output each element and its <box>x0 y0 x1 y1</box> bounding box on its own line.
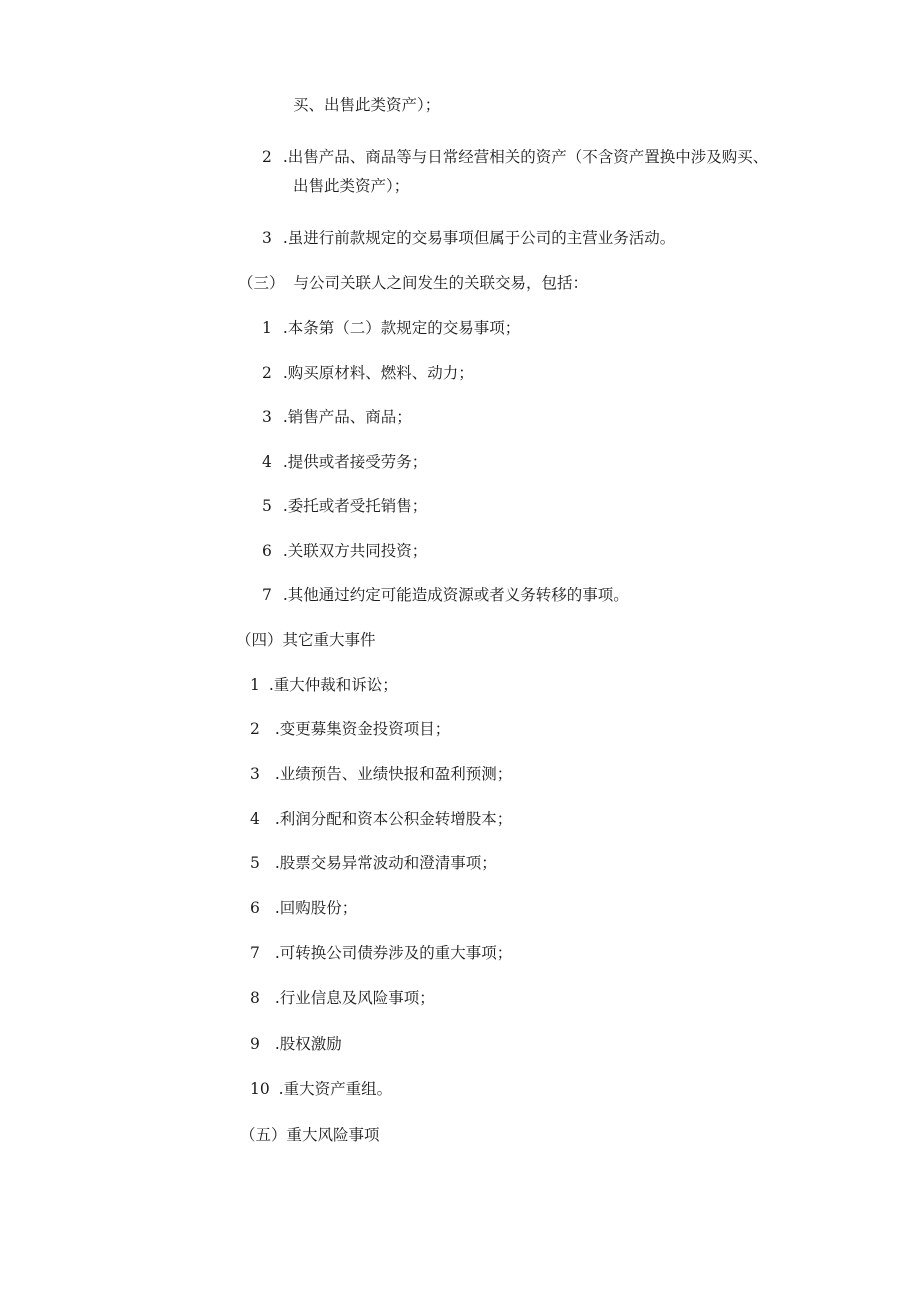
item-number: 9 <box>250 1035 260 1053</box>
item-text: .出售产品、商品等与日常经营相关的资产（不含资产置换中涉及购买、 <box>282 148 769 166</box>
item-number: 7 <box>250 944 260 962</box>
list-item <box>250 808 512 830</box>
list-item <box>262 317 520 339</box>
list-item <box>250 674 398 696</box>
list-item <box>250 718 450 740</box>
item-text: .提供或者接受劳务； <box>282 453 428 471</box>
item-text: .业绩预告、业绩快报和盈利预测； <box>274 765 513 783</box>
item-number: 1 <box>250 676 260 694</box>
item-number: 6 <box>262 542 272 560</box>
list-item <box>250 987 435 1009</box>
item-text: .股票交易异常波动和澄清事项； <box>274 854 497 872</box>
item-number: 1 <box>262 319 272 337</box>
item-text: .虽进行前款规定的交易事项但属于公司的主营业务活动。 <box>282 229 676 247</box>
section-heading <box>238 272 588 294</box>
item-number: 8 <box>250 989 260 1007</box>
item-text: .重大仲裁和诉讼； <box>268 676 398 694</box>
item-number: 2 <box>250 720 260 738</box>
list-item <box>262 451 427 473</box>
list-item <box>250 1078 392 1100</box>
list-item <box>250 763 512 785</box>
continuation-line: 买、出售此类资产）； <box>293 96 441 114</box>
item-text: .其他通过约定可能造成资源或者义务转移的事项。 <box>282 586 629 604</box>
item-text: .变更募集资金投资项目； <box>274 720 451 738</box>
section-number: （三） <box>238 274 285 292</box>
item-text: .购买原材料、燃料、动力； <box>282 364 474 382</box>
item-text: .行业信息及风险事项； <box>274 989 435 1007</box>
list-item <box>262 406 412 428</box>
item-number: 4 <box>250 810 260 828</box>
item-number: 2 <box>262 148 272 166</box>
section-title: 与公司关联人之间发生的关联交易，包括： <box>293 274 588 292</box>
item-text: .重大资产重组。 <box>278 1080 393 1098</box>
section-heading: （四）其它重大事件 <box>236 631 376 649</box>
item-text: .本条第（二）款规定的交易事项； <box>282 319 521 337</box>
item-text: .利润分配和资本公积金转增股本； <box>274 810 513 828</box>
item-number: 4 <box>262 453 272 471</box>
list-item <box>262 540 427 562</box>
list-item <box>250 942 512 964</box>
item-text: .回购股份； <box>274 899 358 917</box>
item-number: 6 <box>250 899 260 917</box>
list-item <box>262 227 675 249</box>
item-number: 2 <box>262 364 272 382</box>
list-item <box>262 584 629 606</box>
item-number: 5 <box>262 497 272 515</box>
list-item <box>262 146 768 168</box>
list-item <box>262 362 474 384</box>
item-number: 3 <box>250 765 260 783</box>
item-text: .关联双方共同投资； <box>282 542 428 560</box>
item-text: .委托或者受托销售； <box>282 497 428 515</box>
item-text: .销售产品、商品； <box>282 408 412 426</box>
item-text: .可转换公司债券涉及的重大事项； <box>274 944 513 962</box>
item-text: .股权激励 <box>274 1035 342 1053</box>
item-number: 7 <box>262 586 272 604</box>
section-heading: （五）重大风险事项 <box>240 1126 380 1144</box>
item-number: 5 <box>250 854 260 872</box>
list-item <box>262 495 427 517</box>
item-number: 3 <box>262 408 272 426</box>
item-number: 3 <box>262 229 272 247</box>
list-item <box>250 1033 342 1055</box>
list-item-continuation: 出售此类资产）； <box>293 177 410 195</box>
list-item <box>250 852 497 874</box>
list-item <box>250 897 357 919</box>
item-number: 10 <box>250 1080 270 1098</box>
